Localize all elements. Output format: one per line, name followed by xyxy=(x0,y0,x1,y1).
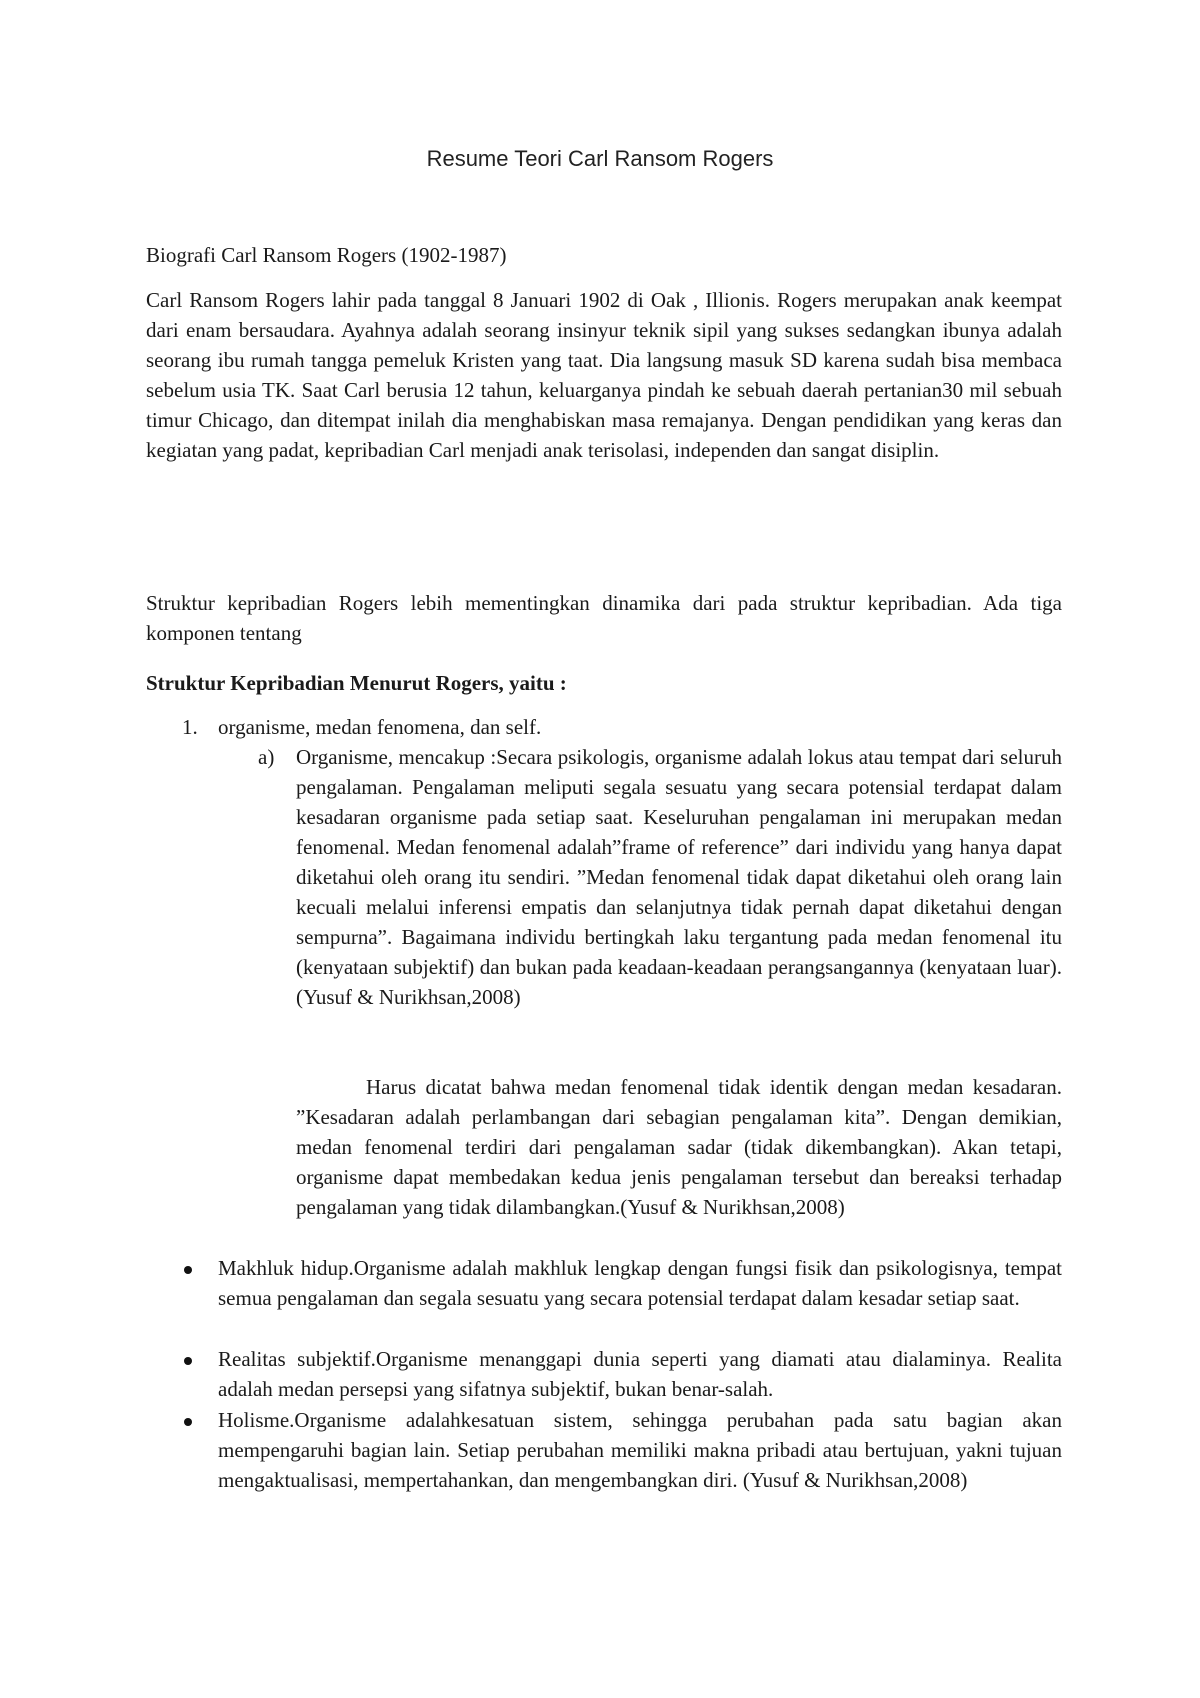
bullet-icon xyxy=(184,1266,192,1274)
sub-item-text: Organisme, mencakup :Secara psikologis, organisme adalah lokus atau tempat dari seluruh pengalaman. Pengalaman meliputi segala sesuatu yang secara potensial terdapat dalam kesadaran organisme pada setiap saat. Keseluruhan pengalaman ini merupakan medan fenomenal. Medan fenomenal adalah”frame of reference” dari individu yang hanya dapat diketahui oleh orang itu sendiri. ”Medan fenomenal tidak dapat diketahui oleh orang lain kecuali melalui inferensi empatis dan selanjutnya tidak pernah dapat diketahui dengan sempurna”. Bagaimana individu bertingkah laku tergantung pada medan fenomenal itu (kenyataan subjektif) dan bukan pada keadaan-keadaan perangsangannya (kenyataan luar).(Yusuf & Nurikhsan,2008) xyxy=(296,745,1062,1009)
bullet-icon xyxy=(184,1357,192,1365)
bullet-icon xyxy=(184,1418,192,1426)
structure-intro-paragraph: Struktur kepribadian Rogers lebih mementingkan dinamika dari pada struktur kepribadian. Ada tiga komponen tentang xyxy=(146,591,1062,645)
sub-item-continuation: Harus dicatat bahwa medan fenomenal tidak identik dengan medan kesadaran. ”Kesadaran adalah perlambangan dari sebagian pengalaman kita”. Dengan demikian, medan fenomenal terdiri dari pengalaman sadar (tidak dikembangkan). Akan tetapi, organisme dapat membedakan kedua jenis pengalaman tersebut dan bereaksi terhadap pengalaman yang tidak dilambangkan.(Yusuf & Nurikhsan,2008) xyxy=(296,1075,1062,1219)
sub-item-letter: a) xyxy=(258,745,275,769)
structure-heading: Struktur Kepribadian Menurut Rogers, yaitu : xyxy=(146,671,567,695)
biography-paragraph: Carl Ransom Rogers lahir pada tanggal 8 Januari 1902 di Oak , Illionis. Rogers merupakan anak keempat dari enam bersaudara. Ayahnya adalah seorang insinyur teknik sipil yang sukses sedangkan ibunya adalah seorang ibu rumah tangga pemeluk Kristen yang taat. Dia langsung masuk SD karena sudah bisa membaca sebelum usia TK. Saat Carl berusia 12 tahun, keluarganya pindah ke sebuah daerah pertanian30 mil sebuah timur Chicago, dan ditempat inilah dia menghabiskan masa remajanya. Dengan pendidikan yang keras dan kegiatan yang padat, kepribadian Carl menjadi anak terisolasi, independen dan sangat disiplin. xyxy=(146,288,1062,462)
document-title: Resume Teori Carl Ransom Rogers xyxy=(426,146,774,171)
bullet-item: Makhluk hidup.Organisme adalah makhluk lengkap dengan fungsi fisik dan psikologisnya, tempat semua pengalaman dan segala sesuatu yang secara potensial terdapat dalam kesadar setiap saat. xyxy=(218,1256,1062,1310)
bullet-item: Realitas subjektif.Organisme menanggapi dunia seperti yang diamati atau dialaminya. Realita adalah medan persepsi yang sifatnya subjektif, bukan benar-salah. xyxy=(218,1347,1062,1401)
numbered-item-text: organisme, medan fenomena, dan self. xyxy=(218,715,542,739)
biography-heading: Biografi Carl Ransom Rogers (1902-1987) xyxy=(146,243,507,267)
list-number: 1. xyxy=(182,715,198,739)
bullet-item: Holisme.Organisme adalahkesatuan sistem, sehingga perubahan pada satu bagian akan mempengaruhi bagian lain. Setiap perubahan memiliki makna pribadi atau bertujuan, yakni tujuan mengaktualisasi, mempertahankan, dan mengembangkan diri. (Yusuf & Nurikhsan,2008) xyxy=(218,1408,1062,1492)
